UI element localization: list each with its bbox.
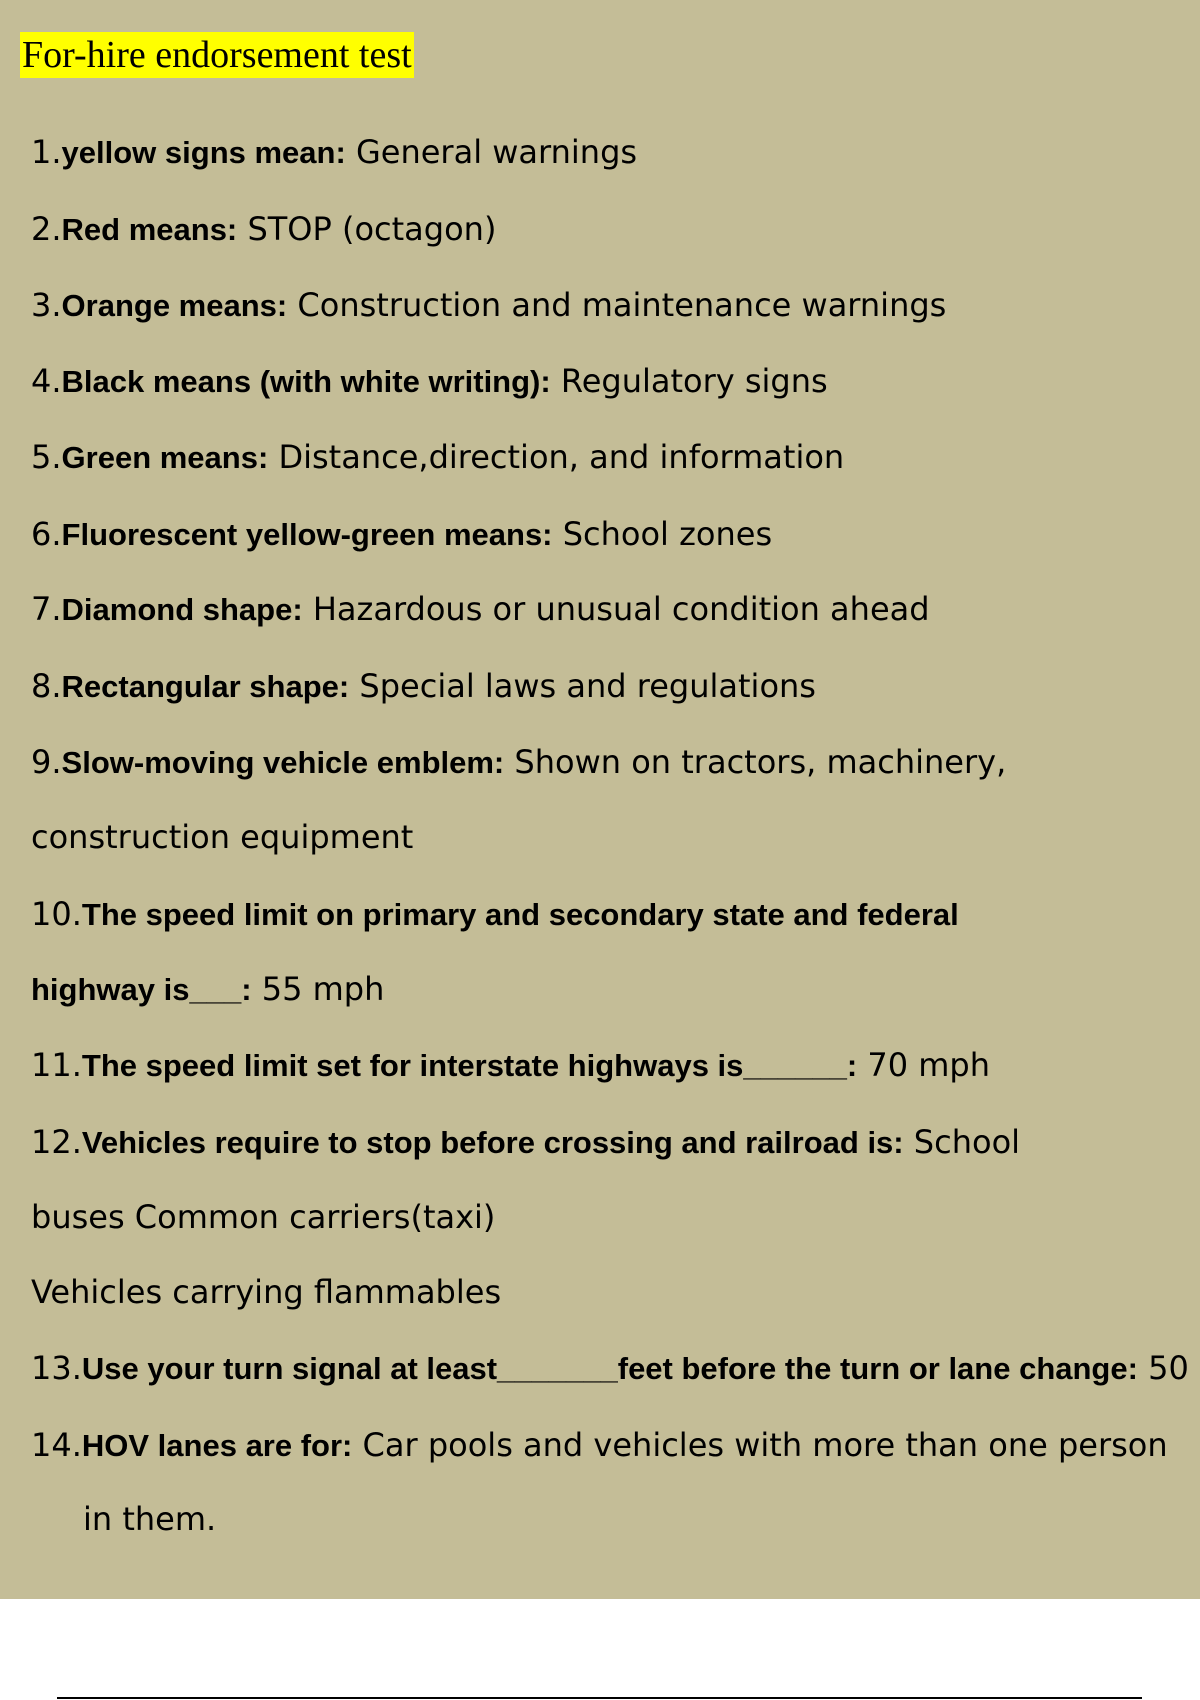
- item-answer: Shown on tractors, machinery,: [504, 743, 1007, 781]
- list-item-continuation: [31, 1272, 501, 1312]
- list-item: [31, 1122, 1020, 1162]
- list-item: [31, 361, 828, 401]
- item-answer: Car pools and vehicles with more than one person: [352, 1426, 1168, 1464]
- item-answer: 70 mph: [857, 1046, 990, 1084]
- horizontal-rule: [57, 1697, 1142, 1699]
- list-item: [31, 209, 496, 249]
- item-number: 2.: [31, 210, 62, 248]
- item-number: 1.: [31, 133, 62, 171]
- item-question: Use your turn signal at least_______feet before the turn or lane change:: [81, 1351, 1138, 1386]
- item-number: 8.: [31, 667, 62, 705]
- item-answer: STOP (octagon): [237, 210, 497, 248]
- list-item-continuation: [31, 817, 413, 857]
- list-item: [31, 589, 930, 629]
- item-answer: Construction and maintenance warnings: [287, 286, 947, 324]
- item-answer: General warnings: [345, 133, 638, 171]
- list-item: [31, 132, 637, 172]
- item-number: 4.: [31, 362, 62, 400]
- item-answer-continuation: Vehicles carrying flammables: [31, 1273, 502, 1311]
- list-item: [31, 742, 1006, 782]
- item-answer: School: [903, 1123, 1021, 1161]
- item-number: 13.: [31, 1349, 82, 1387]
- item-question: Green means:: [61, 440, 269, 475]
- list-item-continuation: [83, 1499, 216, 1539]
- list-item: [31, 666, 816, 706]
- item-answer: School zones: [552, 515, 773, 553]
- item-answer: Distance,direction, and information: [268, 438, 845, 476]
- list-item: [31, 437, 844, 477]
- item-number: 7.: [31, 590, 62, 628]
- list-item-continuation: [31, 1197, 495, 1237]
- item-answer: Hazardous or unusual condition ahead: [302, 590, 930, 628]
- item-question: Orange means:: [61, 288, 288, 323]
- item-number: 12.: [31, 1123, 82, 1161]
- list-item: [31, 1348, 1189, 1388]
- item-question: Vehicles require to stop before crossing and railroad is:: [81, 1125, 904, 1160]
- item-answer: Regulatory signs: [550, 362, 828, 400]
- list-item: [31, 285, 946, 325]
- list-item-continuation: [31, 969, 384, 1009]
- list-item: [31, 894, 959, 934]
- item-answer: 55 mph: [251, 970, 385, 1008]
- item-question: Fluorescent yellow-green means:: [61, 517, 553, 552]
- item-answer: 50: [1137, 1349, 1189, 1387]
- item-number: 6.: [31, 515, 62, 553]
- list-item: [31, 1425, 1168, 1465]
- item-number: 11.: [31, 1046, 82, 1084]
- item-question: Diamond shape:: [61, 592, 303, 627]
- item-answer-continuation: construction equipment: [31, 818, 414, 856]
- item-number: 9.: [31, 743, 62, 781]
- item-number: 3.: [31, 286, 62, 324]
- item-answer-continuation: in them.: [83, 1500, 217, 1538]
- item-question: The speed limit set for interstate highways is______:: [81, 1048, 858, 1083]
- list-item: [31, 1045, 990, 1085]
- item-question: Black means (with white writing):: [61, 364, 551, 399]
- item-question: Red means:: [61, 212, 238, 247]
- item-question: yellow signs mean:: [61, 135, 346, 170]
- list-item: [31, 514, 772, 554]
- item-question: The speed limit on primary and secondary state and federal: [81, 897, 959, 932]
- item-question: HOV lanes are for:: [81, 1428, 353, 1463]
- item-question: Rectangular shape:: [61, 669, 350, 704]
- document-title: For-hire endorsement test: [22, 34, 412, 76]
- item-question-continuation: highway is___:: [31, 972, 252, 1007]
- item-number: 10.: [31, 895, 82, 933]
- item-number: 14.: [31, 1426, 82, 1464]
- item-answer-continuation: buses Common carriers(taxi): [31, 1198, 496, 1236]
- item-number: 5.: [31, 438, 62, 476]
- item-answer: Special laws and regulations: [349, 667, 816, 705]
- item-question: Slow-moving vehicle emblem:: [61, 745, 505, 780]
